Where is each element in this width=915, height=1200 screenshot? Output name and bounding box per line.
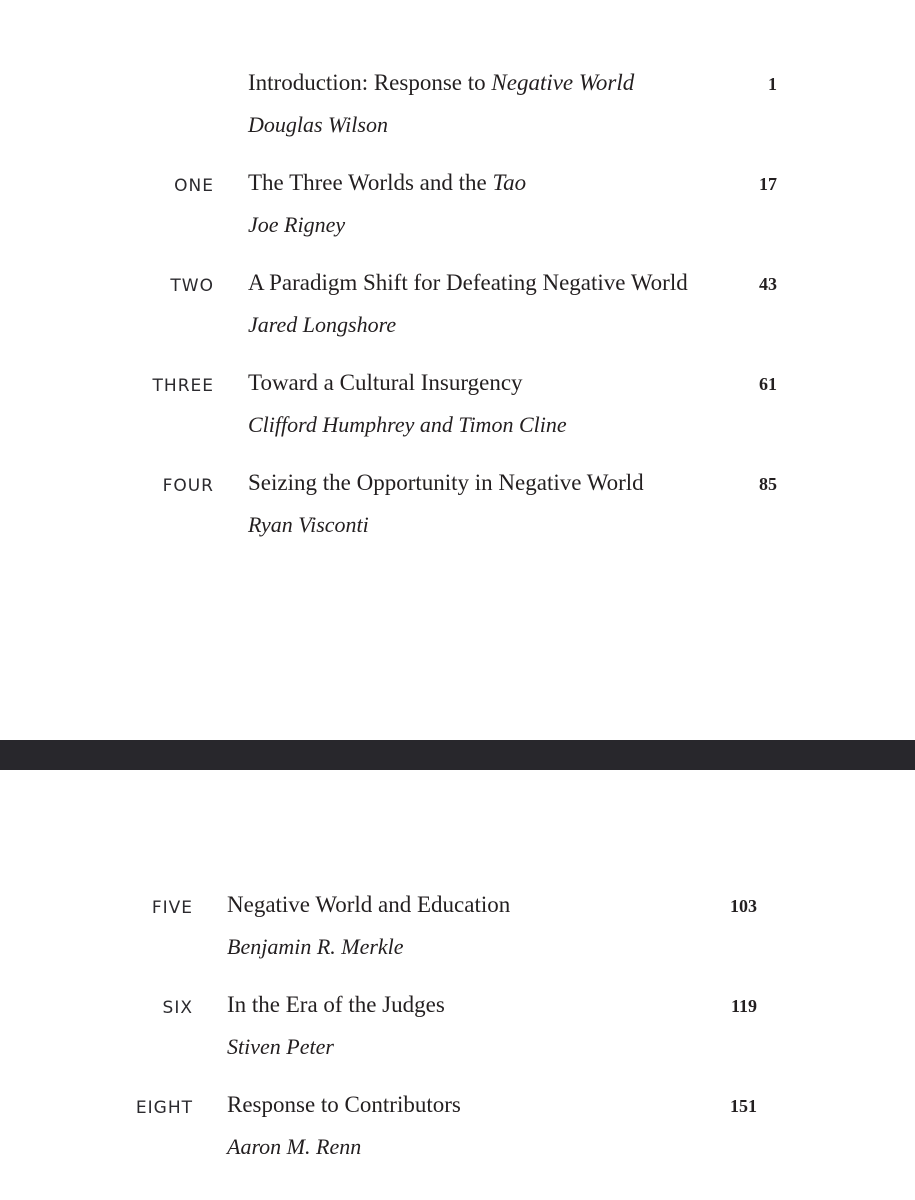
chapter-author: Douglas Wilson — [248, 112, 388, 137]
chapter-title: Introduction: Response to Negative World — [248, 70, 635, 95]
page-number: 151 — [730, 1096, 757, 1116]
toc-entry-introduction — [0, 70, 915, 150]
chapter-number: EIGHT — [135, 1098, 193, 1118]
chapter-title: A Paradigm Shift for Defeating Negative World — [248, 270, 688, 295]
page-divider — [0, 740, 915, 770]
page-number: 43 — [759, 274, 777, 294]
toc-entry-eight — [0, 1092, 915, 1172]
page-number: 17 — [759, 174, 777, 194]
toc-entry-three — [0, 370, 915, 450]
chapter-author: Benjamin R. Merkle — [227, 934, 404, 959]
page-number: 1 — [768, 74, 777, 94]
chapter-number: FOUR — [162, 476, 214, 496]
page-number: 61 — [759, 374, 777, 394]
page-number: 103 — [730, 896, 757, 916]
chapter-number: THREE — [152, 376, 214, 396]
toc-page-bottom — [0, 770, 915, 1200]
chapter-title: Toward a Cultural Insurgency — [248, 370, 523, 395]
toc-entry-five — [0, 892, 915, 972]
toc-entry-one — [0, 170, 915, 250]
chapter-title: Seizing the Opportunity in Negative World — [248, 470, 644, 495]
chapter-title: Negative World and Education — [227, 892, 511, 917]
chapter-title: Response to Contributors — [227, 1092, 461, 1117]
chapter-author: Joe Rigney — [248, 212, 346, 237]
chapter-author: Jared Longshore — [248, 312, 397, 337]
chapter-number: ONE — [174, 176, 214, 196]
chapter-number: SIX — [162, 998, 193, 1018]
toc-entry-four — [0, 470, 915, 550]
chapter-number: FIVE — [151, 898, 193, 918]
chapter-author: Aaron M. Renn — [227, 1134, 362, 1159]
toc-entry-two — [0, 270, 915, 350]
chapter-title: In the Era of the Judges — [227, 992, 445, 1017]
page-number: 85 — [759, 474, 777, 494]
chapter-author: Clifford Humphrey and Timon Cline — [248, 412, 567, 437]
chapter-number: TWO — [170, 276, 214, 296]
toc-entry-six — [0, 992, 915, 1072]
chapter-author: Stiven Peter — [227, 1034, 334, 1059]
chapter-author: Ryan Visconti — [248, 512, 369, 537]
page-number: 119 — [730, 996, 757, 1016]
chapter-title: The Three Worlds and the Tao — [248, 170, 527, 195]
